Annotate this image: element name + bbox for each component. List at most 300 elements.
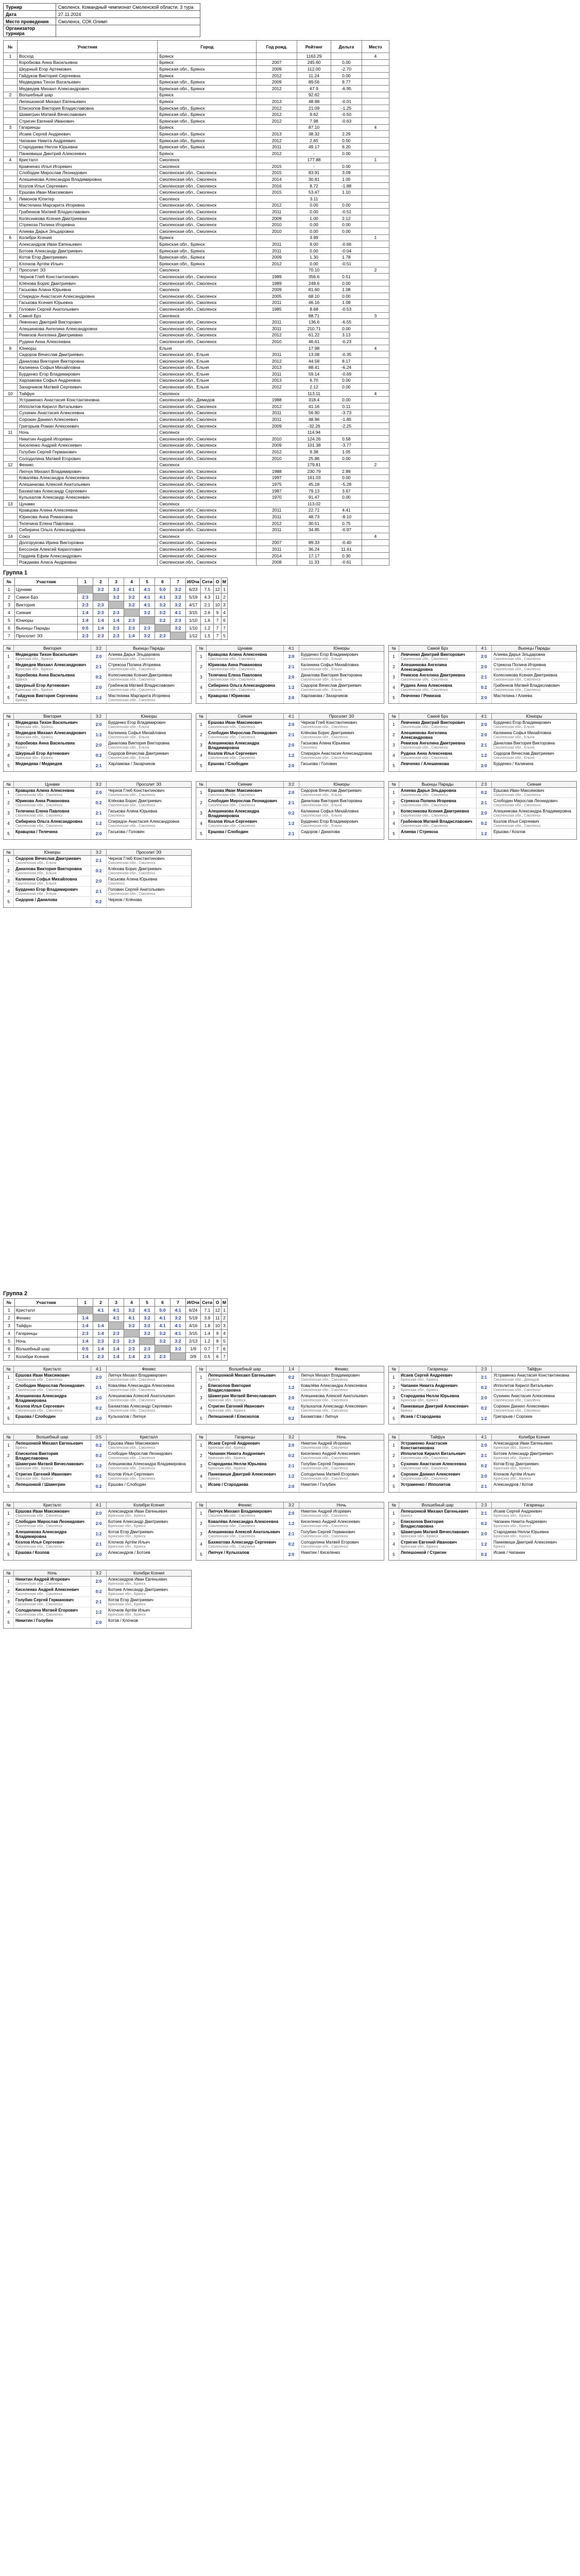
player-a-city: Смоленская обл., Смоленск [208, 735, 255, 739]
game-score: 0:2 [91, 1482, 107, 1492]
game-player-a [14, 856, 91, 866]
match-header [4, 646, 191, 652]
match-header-number: № [389, 1366, 399, 1372]
birth-year: 2012 [257, 332, 297, 338]
player-a-city: Брянск [15, 677, 27, 682]
player-a-name: Лепешонкой / Стригин [401, 1550, 447, 1555]
participant-city: Смоленская обл., Смоленск [158, 449, 257, 455]
player-row [4, 299, 389, 306]
cross-score: 3:2 [140, 632, 155, 639]
player-a-name: Колесникова Ксения Дмитриевна [401, 808, 469, 814]
row-number [4, 422, 18, 429]
participant-city: Брянск [158, 98, 257, 105]
cross-row [4, 1337, 228, 1345]
game-player-a [14, 798, 91, 808]
match-header [389, 1502, 576, 1509]
game-player-b [107, 887, 191, 896]
game-player-a [14, 720, 91, 730]
cross-sets: 1.2 [201, 1337, 214, 1345]
game-player-b [299, 1414, 384, 1424]
participant-city: Брянск [158, 53, 257, 60]
rating-delta: 0.00 [331, 397, 362, 403]
game-player-a [399, 740, 476, 750]
cross-o: 7 [214, 616, 221, 624]
rating-delta: 0.00 [331, 280, 362, 286]
player-a-city: Смоленская обл., Смоленск [401, 824, 448, 828]
info-value: Смоленск, СОК Олимп [56, 18, 200, 25]
game-player-b [107, 672, 191, 682]
player-b-name: Данилова Виктория Викторовна [301, 798, 363, 803]
match-team-a: Кристалл [14, 1366, 91, 1372]
rating-value: 230.79 [297, 468, 331, 475]
match-card [3, 713, 192, 772]
player-row [4, 286, 389, 293]
participant-city: Смоленская обл., Смоленск [158, 176, 257, 183]
match-team-a: Гагаринцы [399, 1366, 476, 1372]
cross-score: 2:3 [140, 1345, 155, 1352]
game-score: 2:1 [91, 1383, 107, 1393]
participant-city: Смоленская обл., Смоленск [158, 274, 257, 280]
game-score: 0:2 [476, 788, 492, 798]
birth-year: 2011 [257, 371, 297, 378]
cross-place: 4 [221, 608, 227, 616]
player-b-city: Брянская обл., Брянск [493, 1524, 531, 1528]
rating-delta: -1.88 [331, 182, 362, 189]
game-player-b [299, 1471, 384, 1481]
player-b-city: Смоленская обл., Смоленск [493, 667, 541, 671]
game-number: 5 [4, 1618, 14, 1628]
player-row [4, 241, 389, 248]
game-player-a [399, 1403, 476, 1413]
participant-city: Брянская обл., Брянск [158, 117, 257, 124]
participant-city: Брянская обл., Брянск [158, 137, 257, 144]
game-score: 0:2 [91, 897, 107, 907]
player-a-name: Никитин / Голубин [15, 1618, 53, 1623]
game-number: 3 [389, 1529, 399, 1539]
cross-sets: 3.9 [201, 1314, 214, 1321]
game-row [196, 1539, 384, 1550]
player-a-name: Телечина Елена Павловна [208, 672, 262, 677]
player-b-city: Смоленская обл., Смоленск [493, 657, 541, 661]
participant-name: Ночь [17, 429, 158, 436]
cross-score: 2:3 [140, 1352, 155, 1360]
game-player-b [107, 1519, 191, 1529]
place-value: 2 [362, 267, 389, 274]
cross-team-name: Волшебный шар [15, 1345, 78, 1352]
row-number: 14 [4, 533, 18, 539]
cross-score: 1:4 [78, 1337, 93, 1345]
player-a-name: Кравцова Алина Алексеевна [208, 652, 267, 657]
player-b-city: Смоленская обл., Смоленск [301, 1388, 348, 1392]
cross-score: 2:3 [93, 1337, 109, 1345]
row-number [4, 559, 18, 566]
player-a-city: Брянск [208, 1378, 220, 1382]
match-header [196, 1366, 384, 1372]
player-b-city: Смоленская обл., Смоленск [493, 803, 541, 807]
player-b-name: Мастелина Маргарита Игоревна [108, 693, 170, 698]
player-a-city: Смоленская обл., Смоленск [15, 1582, 63, 1586]
game-row [389, 761, 576, 771]
cross-place: 2 [221, 593, 227, 601]
player-a-name: Киселенко Андрей Алексеевич [15, 1587, 79, 1592]
game-number: 5 [389, 761, 399, 771]
birth-year: 2011 [257, 514, 297, 520]
game-row [389, 683, 576, 693]
cross-score: 4:1 [155, 593, 170, 601]
game-player-b [299, 1461, 384, 1471]
player-b-name: Алешинкова Алексей Анатольевич [301, 1393, 368, 1398]
player-a-city: Брянская обл., Брянск [15, 725, 53, 729]
player-a-city: Смоленская обл., Смоленск [208, 657, 255, 661]
participant-city: Смоленская обл., Ельня [158, 371, 257, 378]
player-b-city: Смоленская обл., Смоленск [493, 677, 541, 682]
row-number [4, 371, 18, 378]
game-score: 2:1 [476, 1482, 492, 1492]
player-a-city: Брянская обл., Брянск [208, 1456, 246, 1460]
game-player-a [399, 730, 476, 740]
match-card [3, 1434, 192, 1493]
game-player-a [207, 1471, 284, 1481]
player-b-name: Котов Егор Дмитриевич [108, 1597, 153, 1602]
game-score: 0:2 [284, 1539, 299, 1549]
participant-city: Смоленская обл., Смоленск [158, 209, 257, 215]
player-a-name: Слободин Мирослав Леонидович [208, 798, 277, 803]
player-b-city: Смоленская обл., Смоленск [108, 667, 156, 671]
place-value [362, 66, 389, 73]
place-value: 4 [362, 124, 389, 131]
cross-number: 6 [4, 624, 15, 632]
player-b-city: Смоленская обл., Смоленск [301, 1456, 348, 1460]
game-score: 2:0 [91, 1550, 107, 1560]
cross-score: 1:4 [93, 1345, 109, 1352]
place-value [362, 293, 389, 299]
rating-delta: -0.63 [331, 117, 362, 124]
game-player-a [207, 720, 284, 730]
player-b-city: Смоленская обл., Ельня [301, 814, 342, 818]
cross-header-cell: Участник [15, 1298, 78, 1306]
row-number [4, 261, 18, 267]
rating-delta [331, 345, 362, 351]
rating-delta: -0.69 [331, 371, 362, 378]
place-value [362, 111, 389, 118]
rating-value: 113.02 [297, 500, 331, 507]
cross-score: 2:3 [170, 616, 186, 624]
cross-score: 4:1 [170, 1321, 186, 1329]
player-b-name: Сухинин Анастасия Алексеевна [493, 1393, 555, 1398]
game-player-b [107, 866, 191, 876]
player-b-city: Смоленская обл., Ельня [301, 667, 342, 671]
rating-delta: -0.51 [331, 209, 362, 215]
rating-delta: -3.73 [331, 410, 362, 416]
match-score: 3:2 [284, 1434, 299, 1440]
birth-year: 2013 [257, 364, 297, 371]
match-header-number: № [196, 1434, 207, 1440]
participant-city: Смоленская обл., Смоленск [158, 403, 257, 410]
player-row [4, 520, 389, 527]
participant-name: Феникс [17, 462, 158, 468]
player-a-name: Рудина Анна Алексеевна [401, 683, 452, 688]
match-score: 3:2 [284, 782, 299, 787]
participant-name: Гаськова Алина Юрьевна [17, 286, 158, 293]
match-header [389, 714, 576, 720]
player-b-name: Голубин Сергей Германович [301, 1461, 355, 1466]
place-value [362, 202, 389, 209]
game-row [4, 808, 191, 819]
participant-name: Липчук Михаил Владимирович [17, 468, 158, 475]
game-row [389, 672, 576, 683]
game-number: 3 [389, 1461, 399, 1471]
cross-score: 3:2 [170, 585, 186, 593]
rating-value: 36.24 [297, 546, 331, 553]
player-a-city: Брянская обл., Брянск [15, 756, 53, 760]
participant-name: Ипполитов Кирилл Витальевич [17, 403, 158, 410]
game-number: 2 [4, 1519, 14, 1529]
participant-city: Смоленск [158, 157, 257, 163]
game-player-a [14, 1550, 91, 1560]
cross-score: 4:1 [155, 1321, 170, 1329]
player-b-name: Никитин Андрей Игоревич [301, 1509, 351, 1514]
cross-score: 2:3 [124, 624, 140, 632]
participant-city: Брянск [158, 59, 257, 66]
cross-score: 1:4 [78, 608, 93, 616]
rating-delta: -1.85 [331, 416, 362, 423]
player-b-name: Бурденко / Калинина [493, 761, 534, 766]
game-player-b [299, 751, 384, 760]
birth-year [257, 92, 297, 98]
player-a-name: Чапанин Никита Андреевич [208, 1451, 265, 1456]
cross-score: 3:2 [109, 585, 124, 593]
player-b-name: Гаськова Алина Юрьевна [108, 876, 158, 882]
player-b-city: Смоленская обл., Демидов [493, 1378, 539, 1382]
player-b-city: Смоленская обл., Ельня [301, 688, 342, 692]
rating-delta: 0.00 [331, 377, 362, 384]
participant-name: Голубин Сергей Германович [17, 449, 158, 455]
game-row [196, 740, 384, 751]
cross-o: 7 [214, 632, 221, 639]
game-row [389, 693, 576, 703]
rating-value: 0.00 [297, 261, 331, 267]
rating-value: 30.51 [297, 520, 331, 527]
info-key: Турнир [4, 4, 56, 11]
player-a-name: Стригин Евгений Иванович [15, 1471, 72, 1477]
player-b-city: Брянская обл., Брянск [108, 1545, 146, 1549]
rating-value: 6.70 [297, 377, 331, 384]
player-a-city: Смоленская обл., Смоленск [401, 1477, 448, 1481]
rating-value: 89.33 [297, 539, 331, 546]
player-a-name: Телечина Елена Павловна [15, 808, 70, 814]
cross-place: 7 [221, 624, 227, 632]
participant-city: Смоленск [158, 267, 257, 274]
match-team-b: Колибри Ксения [518, 1434, 550, 1439]
game-row [196, 798, 384, 808]
game-player-b [107, 788, 191, 798]
rating-value: 177.88 [297, 157, 331, 163]
player-a-name: Сорокин Даниил Алексеевич [401, 1471, 460, 1477]
player-a-name: Шамегрин Матвей Вячеславович [401, 1529, 469, 1534]
match-card [196, 1502, 384, 1561]
place-value [362, 338, 389, 345]
cross-points: 2/13 [186, 1337, 201, 1345]
cross-score: 3:2 [155, 1337, 170, 1345]
game-player-b [299, 662, 384, 672]
cross-score: 4:1 [124, 1314, 140, 1321]
game-number: 2 [196, 798, 207, 808]
game-score: 2:0 [284, 740, 299, 750]
rating-delta: 0.00 [331, 72, 362, 79]
game-number: 4 [4, 1403, 14, 1413]
player-row [4, 105, 389, 111]
player-b-city: Смоленская обл., Ельня [493, 735, 535, 739]
cross-o: 11 [214, 1314, 221, 1321]
place-value: 3 [362, 312, 389, 319]
match-header-number: № [389, 646, 399, 651]
game-row [196, 662, 384, 672]
place-value [362, 481, 389, 488]
player-a-name: Исаев Сергей Андреевич [401, 1372, 453, 1378]
player-b-name: Сидоров Вячеслав Дмитриевич [108, 751, 169, 756]
game-player-b [492, 1451, 576, 1461]
row-number [4, 527, 18, 533]
game-row [4, 1440, 191, 1451]
group2-matches [3, 1366, 577, 1974]
participant-name: Ремизов Ангелина Дмитриевна [17, 332, 158, 338]
game-score: 2:0 [91, 740, 107, 750]
match-team-a: Цунами [207, 646, 284, 651]
game-player-a [399, 829, 476, 839]
player-row [4, 170, 389, 176]
game-player-b [492, 652, 576, 662]
game-score: 2:0 [284, 693, 299, 703]
game-score: 2:0 [284, 1393, 299, 1403]
participant-name: Чернов Глеб Константинович [17, 274, 158, 280]
participant-name: Алиева Дарья Эльдаровна [17, 228, 158, 235]
player-b-name: Грабенков Матвей Владиславович [108, 683, 175, 688]
cross-place: 7 [221, 1352, 227, 1360]
rating-delta: 0.58 [331, 436, 362, 443]
info-row [4, 25, 200, 37]
participant-name: Колесникова Ксения Дмитриевна [17, 215, 158, 222]
game-player-a [399, 1509, 476, 1518]
player-b-city: Смоленская обл., Ельня [301, 824, 342, 828]
participant-city: Брянская обл., Брянск [158, 79, 257, 86]
game-score: 2:1 [91, 808, 107, 818]
match-card [3, 645, 192, 704]
game-number: 2 [389, 662, 399, 672]
player-a-name: Левченко Дмитрий Викторович [401, 720, 465, 725]
row-number [4, 176, 18, 183]
player-b-name: Козлов Илья Сергеевич [108, 1471, 154, 1477]
place-value [362, 520, 389, 527]
cross-number: 6 [4, 1345, 15, 1352]
birth-year [257, 196, 297, 202]
group2-cross-table [3, 1298, 228, 1361]
game-row [196, 1383, 384, 1393]
place-value [362, 358, 389, 364]
birth-year: 1985 [257, 306, 297, 313]
teams-header-cell: Участник [17, 41, 158, 53]
participant-city: Смоленская обл., Смоленск [158, 416, 257, 423]
rating-value: 210.71 [297, 325, 331, 332]
player-a-name: Козлов Илья Сергеевич [15, 1539, 65, 1545]
player-b-name: Ершова Иван Максимович [108, 1440, 159, 1446]
cross-score: 2:3 [78, 593, 93, 601]
game-row [4, 1451, 191, 1461]
match-card [388, 1434, 577, 1493]
game-player-a [207, 1539, 284, 1549]
player-row [4, 494, 389, 501]
cross-place: 5 [221, 632, 227, 639]
game-number: 2 [4, 730, 14, 740]
player-row [4, 79, 389, 86]
player-row [4, 377, 389, 384]
cross-self-cell [140, 616, 155, 624]
game-player-a [14, 1471, 91, 1481]
cross-score: 4:1 [140, 1306, 155, 1314]
match-header [389, 782, 576, 788]
rating-delta: -0.61 [331, 559, 362, 566]
place-value [362, 144, 389, 150]
game-player-b [299, 1393, 384, 1403]
cross-number: 3 [4, 601, 15, 608]
game-player-a [14, 1587, 91, 1597]
game-player-b [107, 751, 191, 760]
participant-name: Панкевиши Дмитрий Алексеевич [17, 150, 158, 157]
game-player-a [14, 1451, 91, 1461]
match-team-b: Юниоры [333, 646, 350, 651]
game-row [389, 1393, 576, 1403]
player-a-name: Медведева / Медведев [15, 761, 62, 766]
game-score: 2:0 [476, 652, 492, 662]
game-number: 4 [4, 683, 14, 692]
rating-delta: 0.11 [331, 403, 362, 410]
player-row [4, 442, 389, 449]
cross-header-cell: 7 [170, 578, 186, 585]
player-a-name: Панкевиши Дмитрий Алексеевич [401, 1403, 469, 1409]
row-number [4, 222, 18, 228]
game-row [389, 1383, 576, 1393]
birth-year: 2014 [257, 552, 297, 559]
rating-value: 38.32 [297, 131, 331, 138]
game-number: 3 [196, 1393, 207, 1403]
game-number: 1 [389, 1509, 399, 1518]
game-score: 1:2 [284, 1383, 299, 1393]
player-a-name: Епископов Виктория Владиславовна [208, 1383, 251, 1393]
player-b-city: Смоленск [108, 882, 125, 886]
player-b-city: Смоленская обл., Смоленск [108, 1446, 156, 1450]
participant-city: Смоленская обл., Смоленск [158, 306, 257, 313]
cross-self-cell [93, 1314, 109, 1321]
game-row [389, 751, 576, 761]
game-player-a [399, 798, 476, 808]
participant-city: Смоленская обл., Смоленск [158, 299, 257, 306]
player-a-city: Смоленская обл., Смоленск [401, 725, 448, 729]
cross-score: 2:3 [78, 601, 93, 608]
game-player-b [492, 1529, 576, 1539]
cross-team-name: Виктория [15, 601, 78, 608]
birth-year: 2011 [257, 527, 297, 533]
birth-year [257, 53, 297, 60]
rating-delta: -5.28 [331, 481, 362, 488]
match-header [196, 714, 384, 720]
cross-score: 4:1 [170, 1306, 186, 1314]
game-number: 3 [389, 672, 399, 682]
player-b-city: Смоленская обл., Ельня [108, 745, 149, 750]
participant-city: Смоленская обл., Смоленск [158, 507, 257, 514]
teams-header-cell: Год рожд. [257, 41, 297, 53]
place-value [362, 397, 389, 403]
game-score: 2:0 [284, 1509, 299, 1518]
player-a-name: Исаев Сергей Андреевич [208, 1440, 260, 1446]
